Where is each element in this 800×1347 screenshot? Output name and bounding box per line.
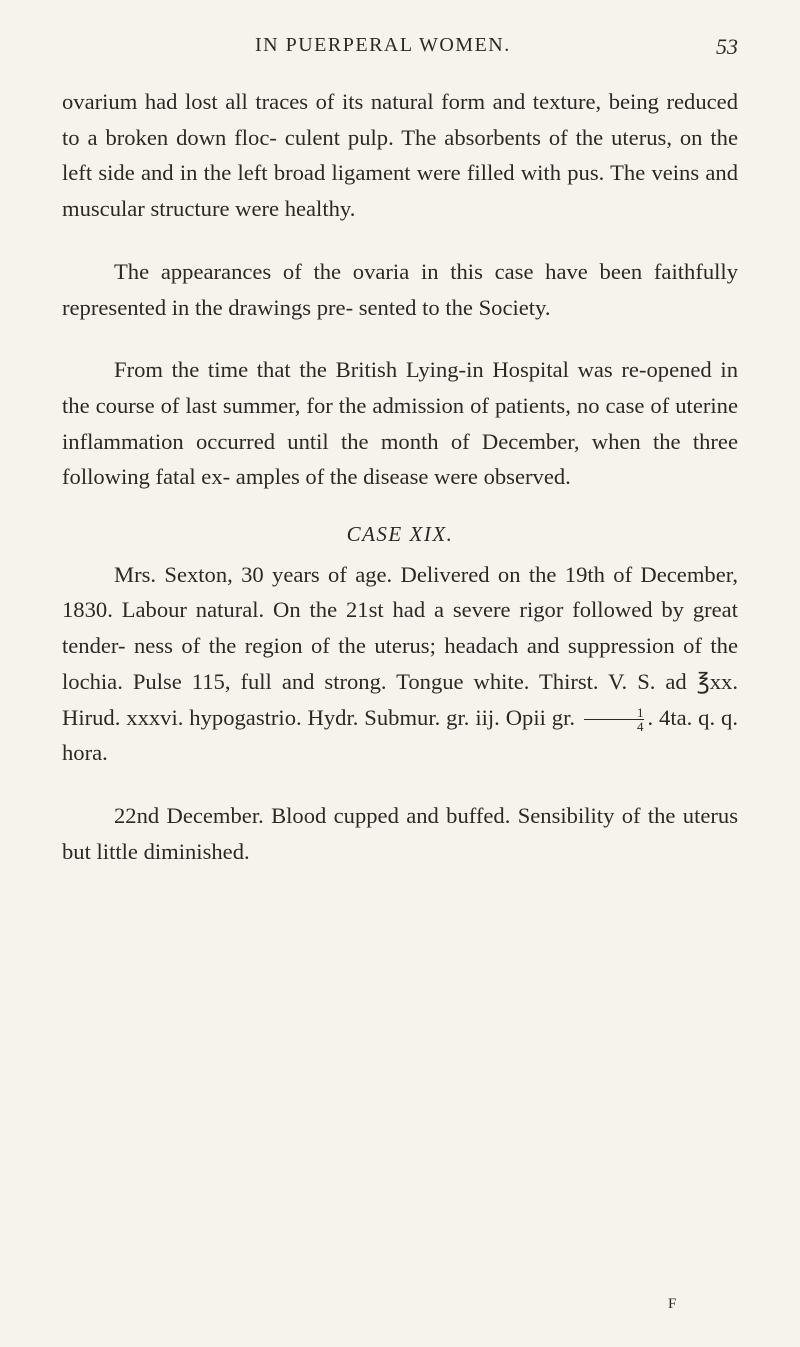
fraction-one-quarter	[584, 706, 645, 733]
body-text	[62, 84, 738, 869]
signature-mark: F	[668, 1296, 677, 1312]
paragraph-case-report	[62, 557, 738, 771]
case-report-tail: . 4ta. q. q. hora.	[62, 704, 738, 766]
paragraph-appearances: The appearances of the ovaria in this case have been faithfully represented in the drawings pre- sented to the Society.	[62, 258, 738, 320]
paragraph-ovarium: ovarium had lost all traces of its natural form and texture, being reduced to a broken down floc- culent pulp. The absorbents of the uterus, on the left side and in the left broad ligament were filled with pus. The veins and muscular structure were healthy.	[62, 89, 738, 222]
page-number: 53	[716, 34, 738, 59]
paragraph-british-lying-in: From the time that the British Lying-in Hospital was re-opened in the course of last summer, for the admission of patients, no case of uterine inflammation occurred until the month of December, when the three following fatal ex- amples of the disease were observed.	[62, 357, 738, 490]
case-report-text: Mrs. Sexton, 30 years of age. Delivered on the 19th of December, 1830. Labour natural. On the 21st had a severe rigor followed by great tender- ness of the region of the uterus; headach and suppression of the lochia. Pulse 115, full and strong. Tongue white. Thirst. V. S. ad ℥xx. Hirud. xxxvi. hypogastrio. Hydr. Submur. gr. iij. Opii gr.	[62, 561, 738, 730]
case-heading: CASE XIX.	[346, 522, 454, 547]
running-head	[0, 34, 800, 64]
running-title: IN PUERPERAL WOMEN.	[255, 34, 511, 56]
fraction-denominator: 4	[636, 718, 644, 734]
paragraph-22nd-december: 22nd December. Blood cupped and buffed. Sensibility of the uterus but little diminished.	[62, 802, 738, 864]
fraction-numerator: 1	[584, 706, 645, 720]
